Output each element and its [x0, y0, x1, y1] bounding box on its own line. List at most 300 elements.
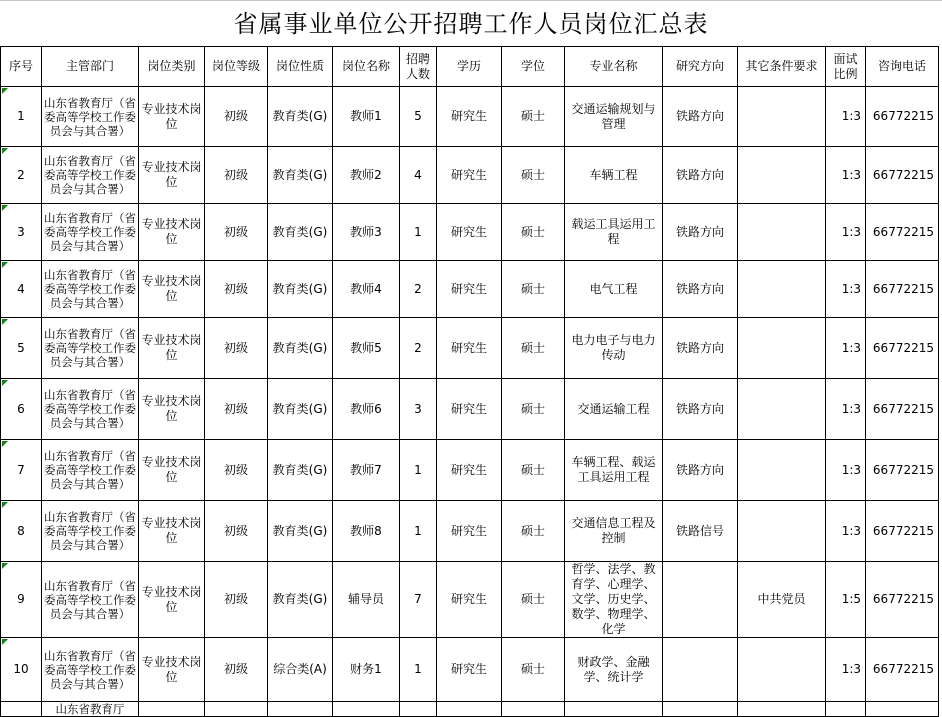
education-cell[interactable]	[437, 261, 502, 318]
education-cell[interactable]	[437, 379, 502, 440]
other-requirements-cell[interactable]	[738, 204, 826, 261]
header-cell[interactable]: 其它条件要求	[738, 47, 826, 87]
research-direction-text: 铁路方向	[675, 224, 724, 239]
phone-cell[interactable]	[866, 318, 939, 379]
post-category-text: 专业技术岗位	[141, 455, 202, 484]
recruit-count-text: 1	[414, 462, 422, 477]
phone-cell[interactable]	[866, 379, 939, 440]
header-cell[interactable]	[826, 47, 866, 87]
research-direction-text: 铁路方向	[675, 167, 724, 182]
degree-cell[interactable]	[502, 318, 565, 379]
recruit-count-cell[interactable]	[400, 204, 437, 261]
department-cell[interactable]	[42, 501, 139, 562]
header-cell[interactable]: 咨询电话	[866, 47, 939, 87]
research-direction-cell[interactable]	[663, 501, 738, 562]
phone-cell[interactable]	[866, 261, 939, 318]
post-level-text: 初级	[223, 109, 248, 123]
education-text: 研究生	[450, 281, 487, 296]
post-level-cell[interactable]	[205, 379, 268, 440]
education-text: 研究生	[450, 523, 487, 538]
phone-cell[interactable]	[866, 702, 939, 717]
row-number-cell[interactable]	[1, 379, 42, 440]
post-nature-text: 教育类(G)	[272, 224, 328, 239]
education-text: 研究生	[450, 109, 487, 123]
row-number-cell[interactable]	[1, 702, 42, 717]
research-direction-cell[interactable]	[663, 318, 738, 379]
research-direction-cell[interactable]	[663, 147, 738, 204]
post-name-cell[interactable]	[333, 261, 400, 318]
header-cell[interactable]	[400, 47, 437, 87]
post-level-cell[interactable]	[205, 440, 268, 501]
education-cell[interactable]	[437, 204, 502, 261]
other-requirements-text: 中共党员	[757, 592, 806, 606]
table-row	[1, 87, 939, 147]
recruit-count-cell[interactable]	[400, 318, 437, 379]
row-number-cell[interactable]	[1, 87, 42, 147]
interview-ratio-cell[interactable]	[826, 261, 866, 318]
research-direction-cell[interactable]	[663, 204, 738, 261]
research-direction-cell[interactable]	[663, 440, 738, 501]
phone-text: 66772215	[872, 401, 934, 416]
row-number-text: 4	[17, 281, 25, 296]
recruit-count-cell[interactable]	[400, 501, 437, 562]
major-text: 车辆工程	[589, 167, 638, 182]
research-direction-cell[interactable]	[663, 87, 738, 147]
post-name-text: 教师2	[350, 167, 382, 182]
row-number-cell[interactable]	[1, 204, 42, 261]
post-level-text: 初级	[223, 401, 248, 416]
degree-text: 硕士	[520, 401, 545, 416]
recruit-count-cell[interactable]	[400, 440, 437, 501]
post-nature-text: 教育类(G)	[272, 523, 328, 538]
department-text: 山东省教育厅（省委高等学校工作委员会与其合署）	[44, 327, 136, 369]
phone-cell[interactable]	[866, 562, 939, 638]
degree-text: 硕士	[520, 281, 545, 296]
department-cell[interactable]	[42, 204, 139, 261]
degree-cell[interactable]	[502, 87, 565, 147]
post-name-text: 辅导员	[347, 592, 384, 606]
post-name-text: 教师8	[350, 523, 382, 538]
degree-text: 硕士	[520, 523, 545, 538]
major-text: 交通运输工程	[577, 401, 650, 416]
research-direction-text: 铁路方向	[675, 340, 724, 355]
education-cell[interactable]	[437, 501, 502, 562]
table-row	[1, 562, 939, 638]
department-cell[interactable]	[42, 702, 139, 717]
interview-ratio-cell[interactable]	[826, 147, 866, 204]
degree-cell[interactable]	[502, 379, 565, 440]
research-direction-text: 铁路方向	[675, 281, 724, 296]
recruit-count-text: 1	[414, 224, 422, 239]
row-number-cell[interactable]	[1, 318, 42, 379]
major-cell[interactable]	[565, 379, 663, 440]
interview-ratio-text: 1:3	[841, 224, 861, 239]
major-cell[interactable]	[565, 440, 663, 501]
row-number-text: 9	[17, 592, 25, 606]
post-level-text: 初级	[223, 281, 248, 296]
post-level-text: 初级	[223, 523, 248, 538]
phone-text: 66772215	[872, 109, 934, 123]
post-nature-text: 综合类(A)	[273, 662, 327, 676]
department-text: 山东省教育厅（省委高等学校工作委员会与其合署）	[44, 449, 136, 491]
phone-text: 66772215	[872, 662, 934, 676]
department-cell[interactable]	[42, 562, 139, 638]
recruit-count-text: 7	[414, 592, 422, 606]
post-level-text: 初级	[223, 462, 248, 477]
phone-cell[interactable]	[866, 440, 939, 501]
recruit-count-cell[interactable]	[400, 87, 437, 147]
major-text: 车辆工程、载运工具运用工程	[571, 455, 656, 484]
phone-text: 66772215	[872, 340, 934, 355]
major-cell[interactable]	[565, 147, 663, 204]
interview-ratio-cell[interactable]	[826, 501, 866, 562]
post-category-cell[interactable]	[139, 204, 205, 261]
header-line: 招聘	[405, 51, 430, 66]
research-direction-cell[interactable]	[663, 638, 738, 702]
major-cell[interactable]	[565, 638, 663, 702]
interview-ratio-text: 1:3	[841, 523, 861, 538]
header-line: 面试	[833, 51, 858, 66]
interview-ratio-cell[interactable]	[826, 379, 866, 440]
degree-cell[interactable]	[502, 562, 565, 638]
post-nature-text: 教育类(G)	[272, 462, 328, 477]
header-line: 比例	[833, 66, 858, 81]
phone-cell[interactable]	[866, 204, 939, 261]
recruit-count-text: 2	[414, 281, 422, 296]
interview-ratio-text: 1:3	[841, 281, 861, 296]
department-cell[interactable]	[42, 318, 139, 379]
post-level-text: 初级	[223, 340, 248, 355]
department-text: 山东省教育厅（省委高等学校工作委员会与其合署）	[44, 510, 136, 552]
interview-ratio-cell[interactable]	[826, 204, 866, 261]
recruitment-table	[0, 46, 939, 717]
header-cell[interactable]: 主管部门	[42, 47, 139, 87]
header-cell[interactable]: 岗位性质	[268, 47, 333, 87]
major-text: 电气工程	[589, 281, 638, 296]
education-text: 研究生	[450, 401, 487, 416]
degree-text: 硕士	[520, 592, 545, 606]
phone-text: 66772215	[872, 281, 934, 296]
row-number-text: 10	[13, 662, 29, 676]
education-cell[interactable]	[437, 562, 502, 638]
department-cell[interactable]	[42, 440, 139, 501]
phone-cell[interactable]	[866, 501, 939, 562]
phone-cell[interactable]	[866, 147, 939, 204]
education-cell[interactable]	[437, 440, 502, 501]
table-row	[1, 147, 939, 204]
department-text: 山东省教育厅（省委高等学校工作委员会与其合署）	[44, 268, 136, 310]
post-nature-text: 教育类(G)	[272, 167, 328, 182]
degree-text: 硕士	[520, 462, 545, 477]
degree-text: 硕士	[520, 662, 545, 676]
post-name-cell[interactable]	[333, 204, 400, 261]
post-level-text: 初级	[223, 592, 248, 606]
table-row	[1, 379, 939, 440]
degree-cell[interactable]	[502, 204, 565, 261]
department-text: 山东省教育厅（省委高等学校工作委员会与其合署）	[44, 211, 136, 253]
post-name-text: 教师3	[350, 224, 382, 239]
major-cell[interactable]	[565, 501, 663, 562]
other-requirements-cell[interactable]	[738, 562, 826, 638]
major-text: 哲学、法学、教育学、心理学、文学、历史学、数学、物理学、化学	[571, 562, 656, 636]
row-number-text: 2	[17, 167, 25, 182]
degree-text: 硕士	[520, 167, 545, 182]
phone-cell[interactable]	[866, 87, 939, 147]
post-level-text: 初级	[223, 662, 248, 676]
education-text: 研究生	[450, 462, 487, 477]
table-row	[1, 204, 939, 261]
recruit-count-text: 1	[414, 662, 422, 676]
post-level-cell[interactable]	[205, 87, 268, 147]
interview-ratio-text: 1:3	[841, 340, 861, 355]
row-number-cell[interactable]	[1, 261, 42, 318]
post-nature-text: 教育类(G)	[272, 109, 328, 123]
major-cell[interactable]	[565, 261, 663, 318]
recruit-count-cell[interactable]	[400, 147, 437, 204]
research-direction-cell[interactable]	[663, 379, 738, 440]
row-number-cell[interactable]	[1, 562, 42, 638]
education-cell[interactable]	[437, 638, 502, 702]
major-text: 电力电子与电力传动	[571, 333, 656, 362]
phone-text: 66772215	[872, 462, 934, 477]
table-row	[1, 702, 939, 717]
recruit-count-text: 5	[414, 109, 422, 123]
table-row	[1, 638, 939, 702]
interview-ratio-cell[interactable]	[826, 440, 866, 501]
header-cell[interactable]: 学位	[502, 47, 565, 87]
post-name-text: 教师6	[350, 401, 382, 416]
recruit-count-cell[interactable]	[400, 562, 437, 638]
major-cell[interactable]	[565, 87, 663, 147]
department-cell[interactable]	[42, 87, 139, 147]
post-level-cell[interactable]	[205, 638, 268, 702]
post-nature-cell[interactable]	[268, 87, 333, 147]
header-line: 人数	[405, 66, 430, 81]
research-direction-text: 铁路信号	[675, 523, 724, 538]
degree-cell[interactable]	[502, 147, 565, 204]
table-body	[1, 87, 939, 717]
post-category-text: 专业技术岗位	[141, 333, 202, 362]
header-cell[interactable]: 岗位名称	[333, 47, 400, 87]
row-number-text: 5	[17, 340, 25, 355]
degree-text: 硕士	[520, 340, 545, 355]
department-text: 山东省教育厅（省委高等学校工作委员会与其合署）	[44, 154, 136, 196]
major-text: 交通信息工程及控制	[571, 516, 656, 545]
recruit-count-cell[interactable]	[400, 379, 437, 440]
phone-text: 66772215	[872, 523, 934, 538]
recruit-count-text: 3	[414, 401, 422, 416]
research-direction-cell[interactable]	[663, 562, 738, 638]
post-name-cell[interactable]	[333, 702, 400, 717]
other-requirements-cell[interactable]	[738, 638, 826, 702]
post-category-cell[interactable]	[139, 638, 205, 702]
post-category-text: 专业技术岗位	[141, 217, 202, 246]
post-nature-cell[interactable]	[268, 379, 333, 440]
other-requirements-cell[interactable]	[738, 87, 826, 147]
row-number-text: 3	[17, 224, 25, 239]
department-cell[interactable]	[42, 638, 139, 702]
interview-ratio-cell[interactable]	[826, 702, 866, 717]
post-nature-cell[interactable]	[268, 562, 333, 638]
table-row	[1, 440, 939, 501]
education-text: 研究生	[450, 592, 487, 606]
other-requirements-cell[interactable]	[738, 147, 826, 204]
post-name-cell[interactable]	[333, 87, 400, 147]
post-category-cell[interactable]	[139, 440, 205, 501]
post-nature-cell[interactable]	[268, 147, 333, 204]
post-name-cell[interactable]	[333, 147, 400, 204]
major-text: 交通运输规划与管理	[571, 101, 656, 131]
education-text: 研究生	[450, 662, 487, 676]
education-cell[interactable]	[437, 702, 502, 717]
header-cell[interactable]: 岗位类别	[139, 47, 205, 87]
recruit-count-cell[interactable]	[400, 702, 437, 717]
department-cell[interactable]	[42, 261, 139, 318]
post-category-cell[interactable]	[139, 87, 205, 147]
recruit-count-cell[interactable]	[400, 261, 437, 318]
interview-ratio-cell[interactable]	[826, 638, 866, 702]
department-cell[interactable]	[42, 147, 139, 204]
post-level-cell[interactable]	[205, 562, 268, 638]
post-category-text: 专业技术岗位	[141, 584, 202, 614]
table-row	[1, 261, 939, 318]
education-text: 研究生	[450, 340, 487, 355]
post-name-cell[interactable]	[333, 501, 400, 562]
row-number-cell[interactable]	[1, 638, 42, 702]
post-name-cell[interactable]	[333, 562, 400, 638]
post-category-cell[interactable]	[139, 562, 205, 638]
header-cell[interactable]: 研究方向	[663, 47, 738, 87]
post-level-cell[interactable]	[205, 147, 268, 204]
research-direction-text: 铁路方向	[675, 109, 724, 123]
other-requirements-cell[interactable]	[738, 261, 826, 318]
post-nature-cell[interactable]	[268, 702, 333, 717]
degree-cell[interactable]	[502, 440, 565, 501]
post-nature-text: 教育类(G)	[272, 281, 328, 296]
header-cell[interactable]: 序号	[1, 47, 42, 87]
degree-text: 硕士	[520, 109, 545, 123]
header-cell[interactable]: 专业名称	[565, 47, 663, 87]
row-number-text: 8	[17, 523, 25, 538]
post-category-cell[interactable]	[139, 501, 205, 562]
post-category-cell[interactable]	[139, 702, 205, 717]
post-category-cell[interactable]	[139, 261, 205, 318]
post-nature-cell[interactable]	[268, 261, 333, 318]
degree-cell[interactable]	[502, 638, 565, 702]
education-cell[interactable]	[437, 87, 502, 147]
post-level-cell[interactable]	[205, 204, 268, 261]
department-text: 山东省教育厅（省委高等学校工作委员会与其合署）	[44, 388, 136, 430]
recruit-count-cell[interactable]	[400, 638, 437, 702]
interview-ratio-text: 1:3	[841, 462, 861, 477]
degree-text: 硕士	[520, 224, 545, 239]
post-level-cell[interactable]	[205, 702, 268, 717]
post-category-cell[interactable]	[139, 379, 205, 440]
major-cell[interactable]	[565, 318, 663, 379]
other-requirements-cell[interactable]	[738, 501, 826, 562]
post-name-text: 财务1	[350, 662, 382, 676]
post-category-text: 专业技术岗位	[141, 516, 202, 545]
interview-ratio-cell[interactable]	[826, 562, 866, 638]
research-direction-cell[interactable]	[663, 261, 738, 318]
other-requirements-cell[interactable]	[738, 318, 826, 379]
row-number-cell[interactable]	[1, 501, 42, 562]
education-cell[interactable]	[437, 147, 502, 204]
post-name-cell[interactable]	[333, 318, 400, 379]
row-number-cell[interactable]	[1, 147, 42, 204]
research-direction-cell[interactable]	[663, 702, 738, 717]
post-nature-text: 教育类(G)	[272, 401, 328, 416]
post-nature-text: 教育类(G)	[272, 592, 328, 606]
post-category-cell[interactable]	[139, 147, 205, 204]
post-nature-cell[interactable]	[268, 440, 333, 501]
header-row	[1, 47, 939, 87]
degree-cell[interactable]	[502, 261, 565, 318]
post-name-cell[interactable]	[333, 379, 400, 440]
major-cell[interactable]	[565, 702, 663, 717]
other-requirements-cell[interactable]	[738, 379, 826, 440]
education-cell[interactable]	[437, 318, 502, 379]
department-text: 山东省教育厅（省委高等学校工作委员会与其合署）	[44, 95, 136, 138]
header-cell[interactable]: 岗位等级	[205, 47, 268, 87]
row-number-text: 7	[17, 462, 25, 477]
major-cell[interactable]	[565, 562, 663, 638]
other-requirements-cell[interactable]	[738, 440, 826, 501]
interview-ratio-text: 1:3	[841, 109, 861, 123]
header-cell[interactable]: 学历	[437, 47, 502, 87]
post-category-text: 专业技术岗位	[141, 101, 202, 131]
post-name-cell[interactable]	[333, 638, 400, 702]
post-level-cell[interactable]	[205, 261, 268, 318]
post-name-text: 教师7	[350, 462, 382, 477]
phone-text: 66772215	[872, 167, 934, 182]
table-row	[1, 501, 939, 562]
research-direction-text: 铁路方向	[675, 401, 724, 416]
degree-cell[interactable]	[502, 501, 565, 562]
education-text: 研究生	[450, 224, 487, 239]
interview-ratio-cell[interactable]	[826, 318, 866, 379]
department-text: 山东省教育厅（省委高等学校工作委员会与其合署）	[44, 648, 136, 691]
interview-ratio-cell[interactable]	[826, 87, 866, 147]
post-category-text: 专业技术岗位	[141, 160, 202, 189]
post-nature-cell[interactable]	[268, 501, 333, 562]
post-nature-cell[interactable]	[268, 204, 333, 261]
post-category-cell[interactable]	[139, 318, 205, 379]
degree-cell[interactable]	[502, 702, 565, 717]
phone-text: 66772215	[872, 224, 934, 239]
post-name-text: 教师4	[350, 281, 382, 296]
post-level-cell[interactable]	[205, 501, 268, 562]
phone-text: 66772215	[872, 592, 934, 606]
department-cell[interactable]	[42, 379, 139, 440]
table-title: 省属事业单位公开招聘工作人员岗位汇总表	[233, 10, 709, 38]
post-nature-text: 教育类(G)	[272, 340, 328, 355]
post-nature-cell[interactable]	[268, 318, 333, 379]
row-number-text: 6	[17, 401, 25, 416]
phone-cell[interactable]	[866, 638, 939, 702]
interview-ratio-text: 1:3	[841, 662, 861, 676]
other-requirements-cell[interactable]	[738, 702, 826, 717]
education-text: 研究生	[450, 167, 487, 182]
post-category-text: 专业技术岗位	[141, 654, 202, 684]
post-nature-cell[interactable]	[268, 638, 333, 702]
row-number-cell[interactable]	[1, 440, 42, 501]
post-name-cell[interactable]	[333, 440, 400, 501]
major-text: 财政学、金融学、统计学	[577, 654, 650, 684]
major-cell[interactable]	[565, 204, 663, 261]
recruit-count-text: 2	[414, 340, 422, 355]
post-level-cell[interactable]	[205, 318, 268, 379]
